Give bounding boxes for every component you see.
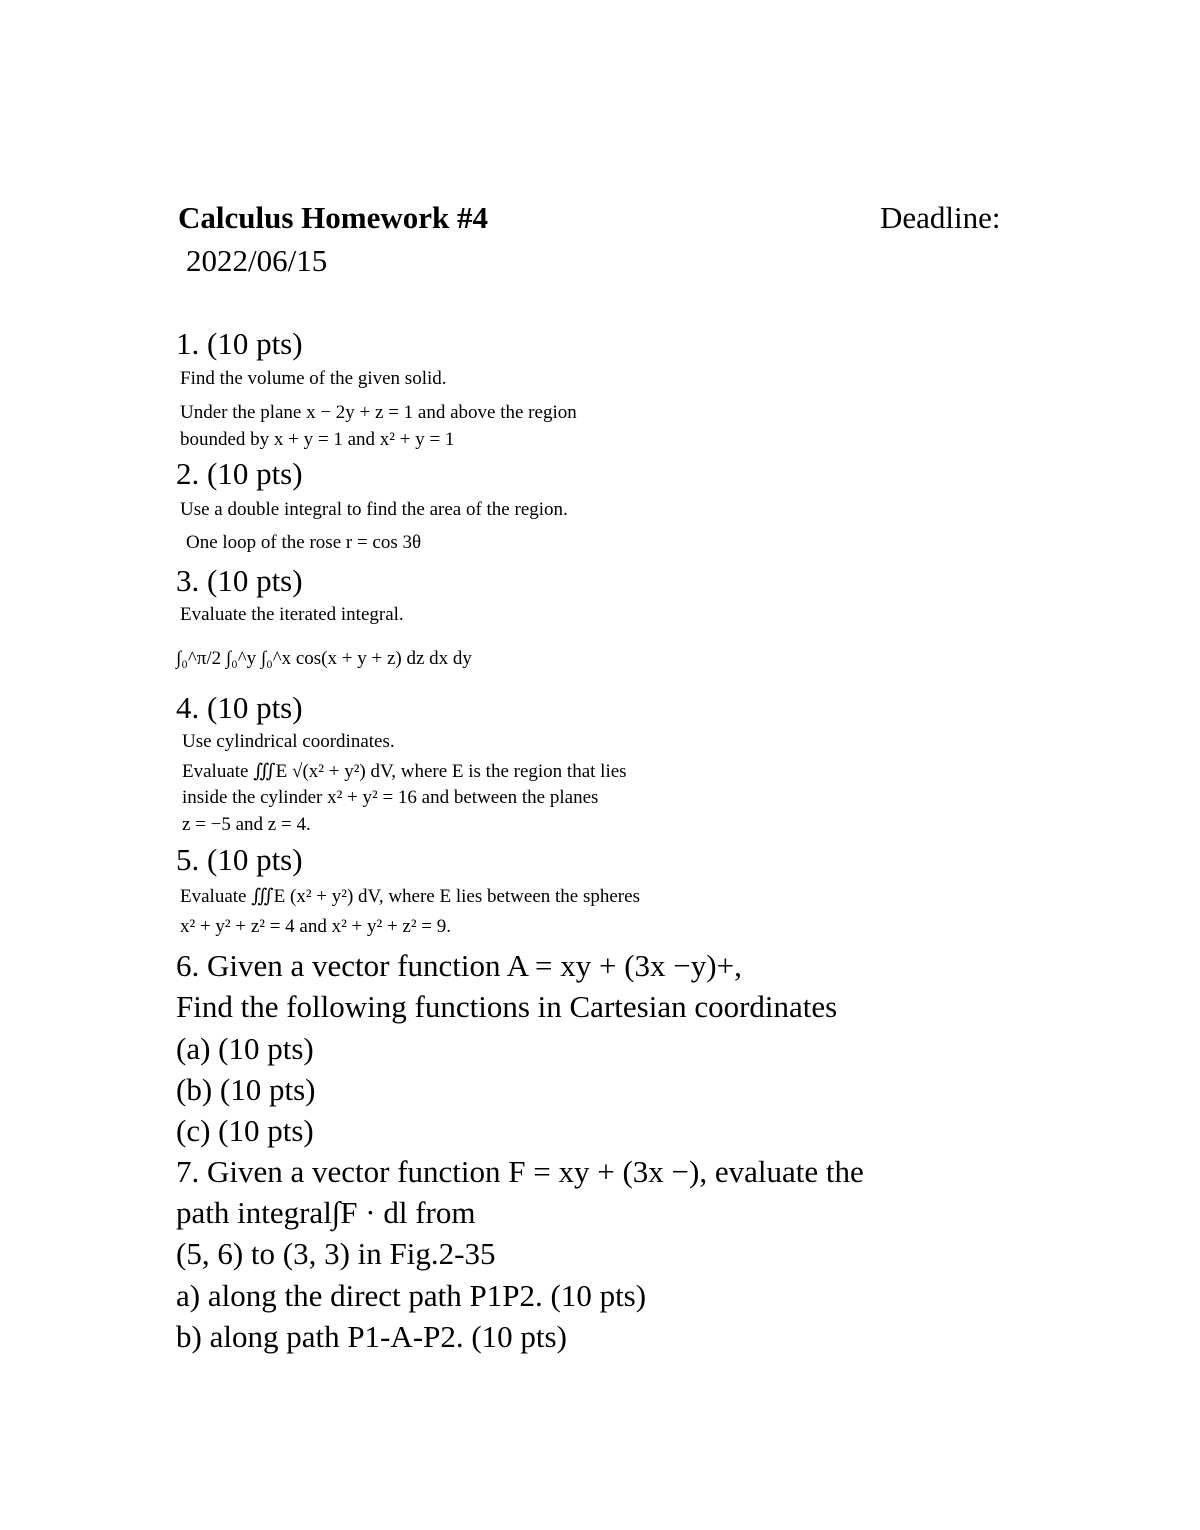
problem-3-line: Evaluate the iterated integral.	[180, 604, 404, 625]
problem-2-heading: 2. (10 pts)	[176, 456, 303, 491]
document-title: Calculus Homework #4	[178, 200, 488, 235]
problem-3-integral: ∫₀^π/2 ∫₀^y ∫₀^x cos(x + y + z) dz dx dy	[176, 648, 472, 669]
problem-7-line: path integral∫F · dl from	[176, 1195, 476, 1230]
problem-1-line: Under the plane x − 2y + z = 1 and above the region	[180, 402, 577, 423]
problem-5-heading: 5. (10 pts)	[176, 842, 303, 877]
deadline-label: Deadline:	[880, 200, 1001, 235]
problem-6-line: 6. Given a vector function A = xy + (3x −y)+,	[176, 948, 742, 983]
problem-1-heading: 1. (10 pts)	[176, 326, 303, 361]
problem-4-line: Use cylindrical coordinates.	[182, 731, 395, 752]
problem-6-part: (c) (10 pts)	[176, 1113, 314, 1148]
problem-5-line: x² + y² + z² = 4 and x² + y² + z² = 9.	[180, 916, 452, 937]
problem-7-part-a: a) along the direct path P1P2. (10 pts)	[176, 1278, 647, 1313]
problem-4-line: z = −5 and z = 4.	[182, 814, 311, 835]
problem-3-heading: 3. (10 pts)	[176, 563, 303, 598]
deadline-date: 2022/06/15	[186, 243, 328, 278]
problem-7-line: 7. Given a vector function F = xy + (3x −), evaluate the	[176, 1154, 864, 1189]
problem-2-line: Use a double integral to find the area of the region.	[180, 499, 568, 520]
problem-6-part: (b) (10 pts)	[176, 1072, 316, 1107]
problem-5-line: Evaluate ∭E (x² + y²) dV, where E lies between the spheres	[180, 886, 640, 907]
problem-7-part-b: b) along path P1-A-P2. (10 pts)	[176, 1319, 567, 1354]
problem-1-line: Find the volume of the given solid.	[180, 368, 447, 389]
problem-4-line: Evaluate ∭E √(x² + y²) dV, where E is the region that lies	[182, 761, 627, 782]
problem-7-line: (5, 6) to (3, 3) in Fig.2-35	[176, 1236, 496, 1271]
problem-6-line: Find the following functions in Cartesian coordinates	[176, 989, 838, 1024]
problem-6-part: (a) (10 pts)	[176, 1031, 314, 1066]
problem-2-line: One loop of the rose r = cos 3θ	[186, 532, 422, 553]
problem-4-heading: 4. (10 pts)	[176, 690, 303, 725]
problem-1-line: bounded by x + y = 1 and x² + y = 1	[180, 429, 455, 450]
problem-4-line: inside the cylinder x² + y² = 16 and between the planes	[182, 787, 599, 808]
